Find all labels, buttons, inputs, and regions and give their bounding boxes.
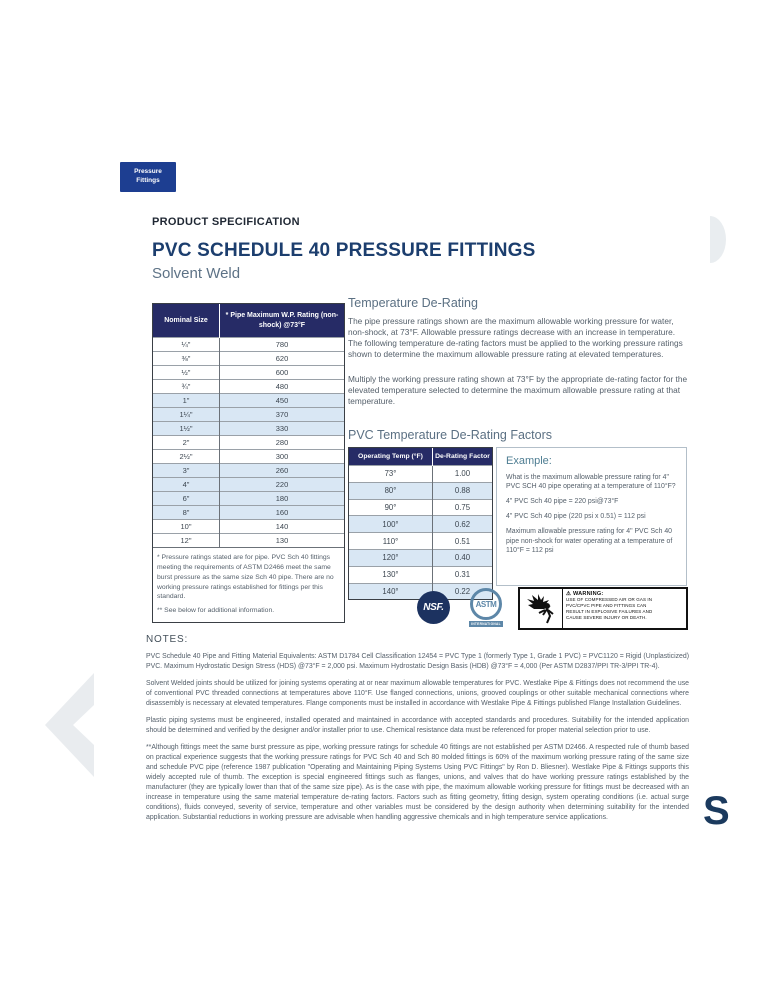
table-row [153,506,344,520]
table-cell: 180 [220,492,345,506]
nsf-logo [417,591,450,624]
table-cell: ⅜" [153,352,220,366]
pressure-rating-table [152,303,345,623]
table-cell: 3" [153,464,220,478]
table-row [349,499,492,516]
footnote-see-below: ** See below for additional information. [157,607,275,615]
explosion-hazard-icon [520,589,563,628]
example-heading: Example: [506,455,552,467]
table-cell: 0.75 [433,499,493,516]
table-cell: ½" [153,366,220,380]
table-cell: 73° [349,466,433,483]
example-step-2: 4" PVC Sch 40 pipe (220 psi x 0.51) = 112 psi [506,513,646,521]
table-cell: 280 [220,436,345,450]
notes-section [146,652,689,830]
table-cell: 160 [220,506,345,520]
table-row [153,422,344,436]
table-row [153,464,344,478]
warning-line: USE OF COMPRESSED AIR OR GAS IN [566,597,653,602]
astm-logo [467,588,505,628]
warning-line: RESULT IN EXPLOSIVE FAILURES AND [566,609,653,615]
table-row [153,436,344,450]
table-cell: 0.88 [433,482,493,499]
table-cell: 600 [220,366,345,380]
halfcircle-watermark [710,216,726,263]
badge-line: Pressure [134,168,162,176]
warning-title: ⚠ WARNING: [566,591,604,597]
table-header-row [349,448,492,466]
astm-international-label: INTERNATIONAL [471,622,501,626]
column-header-operating-temp: Operating Temp (°F) [349,448,433,466]
example-step-1: 4" PVC Sch 40 pipe = 220 psi@73°F [506,498,619,506]
table-cell: 90° [349,499,433,516]
table-row [153,534,344,548]
table-cell: 370 [220,408,345,422]
astm-logo-circle [470,588,502,620]
table-cell: 220 [220,478,345,492]
notes-heading: NOTES: [146,634,189,645]
partial-logo-letter: S [703,789,730,833]
table-cell: 480 [220,380,345,394]
table-cell: ¾" [153,380,220,394]
table-cell: 8" [153,506,220,520]
table-row [349,516,492,533]
table-cell: 780 [220,338,345,352]
product-specification-label: PRODUCT SPECIFICATION [152,216,300,228]
table-cell: 140° [349,583,433,599]
column-header-nominal-size: Nominal Size [153,304,220,338]
table-header-row [153,304,344,338]
warning-text [563,589,686,628]
column-header-wp-rating: * Pipe Maximum W.P. Rating (non-shock) @73°F [220,304,345,338]
table-cell: 450 [220,394,345,408]
table-cell: 1.00 [433,466,493,483]
table-row [349,549,492,566]
chevron-watermark [45,673,94,777]
derating-paragraph-1: The pipe pressure ratings shown are the maximum allowable working pressure for water, non-shock, at 73°F. Allowable pressure ratings decrease with an increase in temperature. The following temperature de-rating factors must be applied to the working pressure ratings shown to determine the maximum allowable pressure rating at elevated temperatures. [348,316,683,360]
table-row [153,352,344,366]
table-cell: 80° [349,482,433,499]
example-conclusion: Maximum allowable pressure rating for 4" PVC Sch 40 pipe non-shock for water operating at a temperature of 110°F = 112 psi [506,528,673,554]
notes-paragraph: **Although fittings meet the same burst pressure as pipe, working pressure ratings for schedule 40 fittings are not established per ASTM D2466. A respected rule of thumb based on practical experience suggests that the working pressure ratings for PVC Sch 40 and Sch 80 molded fittings is 60% of the maximum working pressure rating of the same size and schedule PVC pipe (reference 1987 publication "Operating and Maintaining Piping Systems Using PVC Fittings" by Ron D. Bliesner). Westlake Pipe & Fittings supports this widely accepted rule of thumb. The exception is special engineered fittings such as flanges, unions, and valves that do have working pressure ratings established by the manufacturer (they are typically lower than that of the same size pipe). As is the case with pipe, the maximum allowable working pressure for fittings must be decreased with an increase in temperature using the same material temperature de-rating factors. Factors such as fitting geometry, fitting design, system operating conditions (i.e. actual surge conditions), fluids conveyed, severity of service, temperature and other variables must be considered by the design authority when determining suitability for the intended application. Substantial reductions in working pressure are advisable when handling aggressive chemicals and in high temperature service applications. [146,744,689,821]
table-row [349,566,492,583]
table-row [153,366,344,380]
table-row [349,482,492,499]
table-cell: 0.51 [433,533,493,550]
compressed-air-warning-box [518,587,688,630]
column-header-derating-factor: De-Rating Factor [433,448,493,466]
table-cell: 110° [349,533,433,550]
table-row [153,492,344,506]
temperature-derating-heading: Temperature De-Rating [348,296,478,310]
notes-paragraph: Plastic piping systems must be engineered, installed operated and maintained in accordance with accepted standards and procedures. Suitability for the intended application should be determined and verified by the designer and/or installer prior to use. Chemical resistance data must be referenced for proper material selection prior to use. [146,717,689,734]
pressure-fittings-badge [120,162,176,192]
table-row [349,533,492,550]
table-cell: 2" [153,436,220,450]
table-cell: 0.31 [433,566,493,583]
table-cell: 130° [349,566,433,583]
table-cell: ¼" [153,338,220,352]
table-cell: 120° [349,549,433,566]
example-box [496,447,687,586]
table-cell: 130 [220,534,345,548]
table-cell: 1½" [153,422,220,436]
table-cell: 100° [349,516,433,533]
notes-paragraph: PVC Schedule 40 Pipe and Fitting Material Equivalents: ASTM D1784 Cell Classification 12454 = PVC Type 1 (formerly Type 1, Grade 1 PVC) = PVC1120 = Rigid (Unplasticized) PVC. Maximum Hydrostatic Design Stress (HDS) @73°F = 2,000 psi. Maximum Hydrostatic Design Basis (HDB) @73°F = 4,000 (Per ASTM D2837/PPI TR-3/PPI TR-4). [146,653,689,670]
table-cell: 300 [220,450,345,464]
badge-line: Fittings [136,177,160,184]
page-subtitle: Solvent Weld [152,265,241,282]
table-row [153,450,344,464]
table-cell: 0.22 [433,583,493,599]
footnote-pressure-ratings: * Pressure ratings stated are for pipe. PVC Sch 40 fittings meeting the requirements of ASTM D2466 meet the same burst pressure as the same size Sch 40 pipe. There are no working pressure ratings established for fittings per this standard. [157,554,334,601]
table-cell: 0.40 [433,549,493,566]
table-cell: 4" [153,478,220,492]
warning-line: PVC/CPVC PIPE AND FITTINGS CAN [566,603,647,609]
table-cell: 6" [153,492,220,506]
table-row [153,408,344,422]
table-row [349,466,492,483]
table-cell: 330 [220,422,345,436]
table-cell: 12" [153,534,220,548]
astm-logo-text: ASTM [475,599,497,609]
example-question: What is the maximum allowable pressure rating for 4" PVC SCH 40 pipe operating at a temperature of 110°F? [506,474,676,491]
table-cell: 260 [220,464,345,478]
derating-factors-heading: PVC Temperature De-Rating Factors [348,428,553,442]
warning-line: CAUSE SEVERE INJURY OR DEATH. [566,615,647,621]
table-row [153,380,344,394]
table-footnotes [153,547,344,622]
table-cell: 620 [220,352,345,366]
table-cell: 2½" [153,450,220,464]
table-cell: 1¼" [153,408,220,422]
table-row [153,338,344,352]
table-row [153,478,344,492]
derating-factors-table [348,447,493,600]
table-cell: 140 [220,520,345,534]
page-title: PVC SCHEDULE 40 PRESSURE FITTINGS [152,240,536,261]
table-row [153,394,344,408]
table-cell: 1" [153,394,220,408]
table-cell: 10" [153,520,220,534]
notes-paragraph: Solvent Welded joints should be utilized for joining systems operating at or near maximum allowable temperatures for PVC. Westlake Pipe & Fittings does not recommend the use of conventional PVC threaded connections at temperatures above 110°F. Use flanged connections, unions, grooved couplings or other suitable mechanical connections where disassembly is necessary at elevated temperatures. Flange components must be installed in accordance with Westlake Pipe & Fittings published Flange Installation Guidelines. [146,680,689,707]
derating-paragraph-2: Multiply the working pressure rating shown at 73°F by the appropriate de-rating factor for the elevated temperature selected to determine the maximum allowable pressure rating at that temperature. [348,374,688,407]
table-cell: 0.62 [433,516,493,533]
table-row [153,520,344,534]
nsf-logo-text: NSF. [423,602,444,613]
